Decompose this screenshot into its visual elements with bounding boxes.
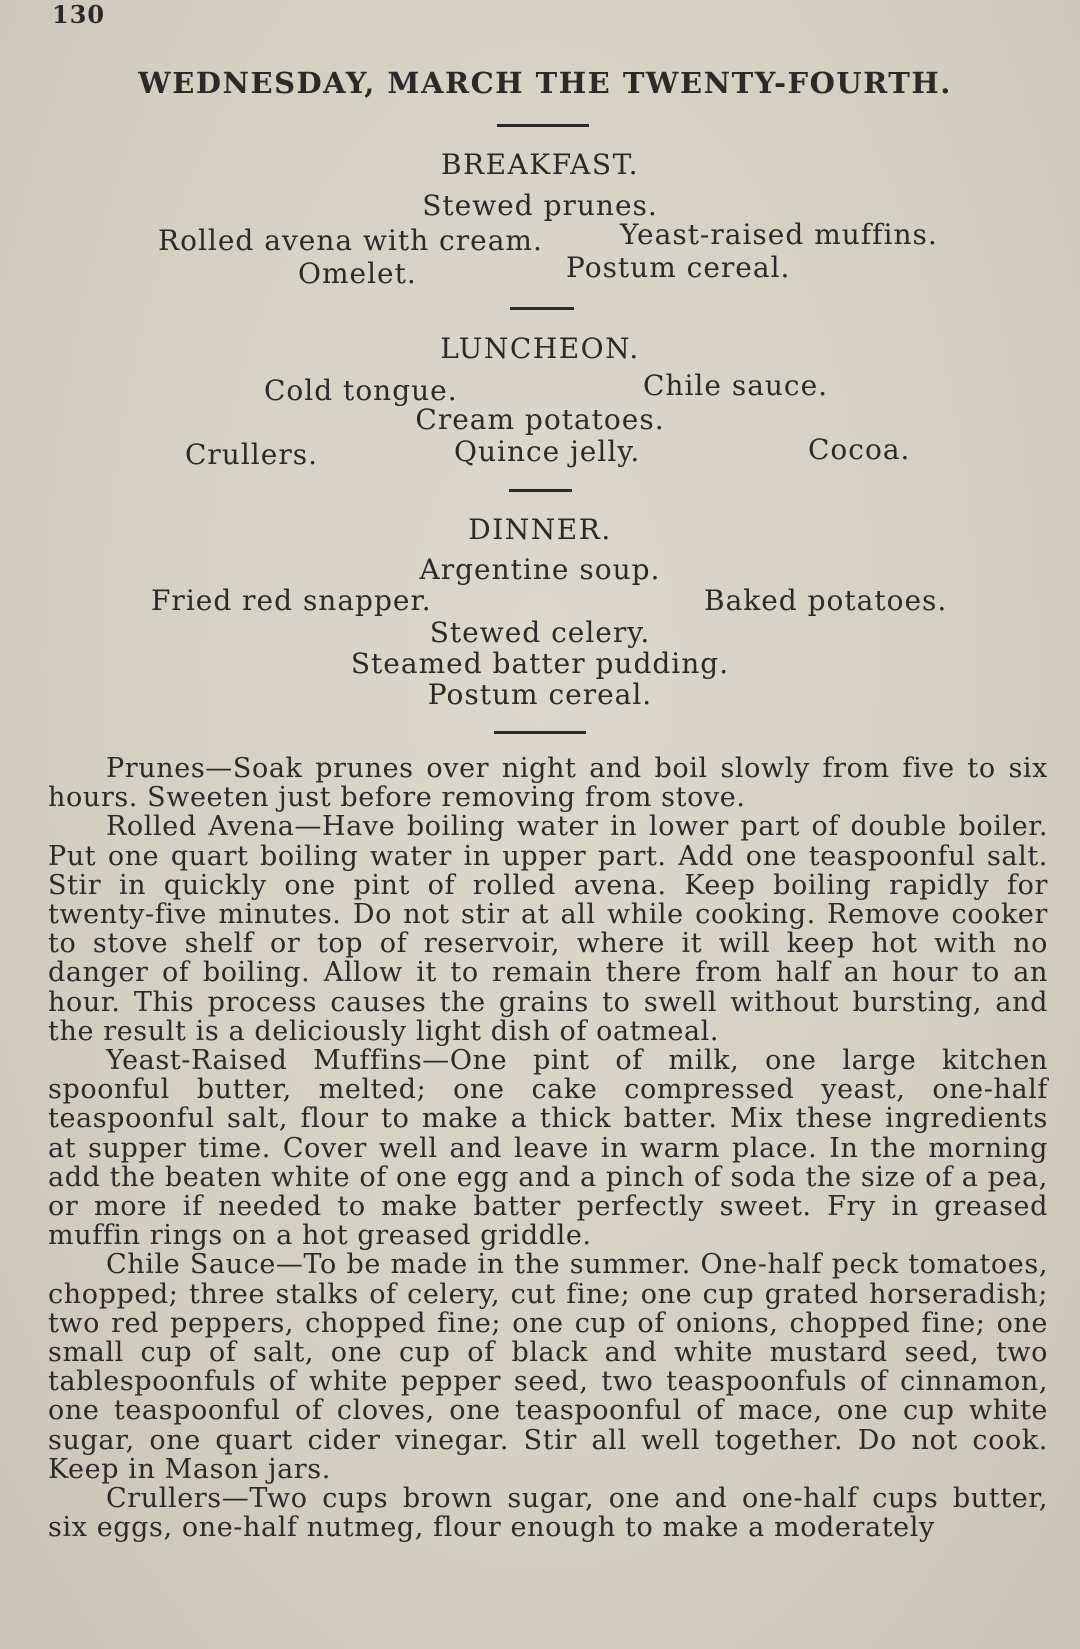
luncheon-item: Cocoa. xyxy=(808,433,911,466)
dinner-item: Steamed batter pudding. xyxy=(350,647,730,680)
recipe-prunes: Prunes—Soak prunes over night and boil slowly from five to six hours. Sweeten just before removing from stove. xyxy=(48,753,1048,814)
date-heading: WEDNESDAY, MARCH THE TWENTY-FOURTH. xyxy=(138,66,952,100)
page-number: 130 xyxy=(52,0,106,29)
recipe-chile-sauce: Chile Sauce—To be made in the summer. One-half peck tomatoes, chopped; three stalks of celery, cut fine; one cup grated horseradish; two red peppers, chopped fine; one cup of onions, chopped fine; one small cup of salt, one cup of black and white mustard seed, two tablespoonfuls of white pepper seed, two teaspoonfuls of cinnamon, one teaspoonful of cloves, one teaspoonful of mace, one cup white sugar, one quart cider vinegar. Stir all well together. Do not cook. Keep in Mason jars. xyxy=(48,1249,1048,1485)
breakfast-item: Stewed prunes. xyxy=(422,189,658,222)
dinner-item: Fried red snapper. xyxy=(151,584,432,617)
recipe-crullers: Crullers—Two cups brown sugar, one and one-half cups butter, six eggs, one-half nutmeg, flour enough to make a moderately xyxy=(48,1483,1048,1544)
luncheon-item: Cream potatoes. xyxy=(415,403,665,436)
divider-rule xyxy=(497,124,589,127)
divider-rule xyxy=(509,489,572,492)
luncheon-item: Crullers. xyxy=(185,438,318,471)
breakfast-title: BREAKFAST. xyxy=(440,148,640,181)
luncheon-title: LUNCHEON. xyxy=(440,332,640,365)
breakfast-item: Omelet. xyxy=(298,257,417,290)
luncheon-item: Quince jelly. xyxy=(454,435,641,468)
recipe-muffins: Yeast-Raised Muffins—One pint of milk, one large kitchen spoonful butter, melted; one cake compressed yeast, one-half teaspoonful salt, flour to make a thick batter. Mix these ingredients at supper time. Cover well and leave in warm place. In the morning add the beaten white of one egg and a pinch of soda the size of a pea, or more if needed to make batter perfectly sweet. Fry in greased muffin rings on a hot greased griddle. xyxy=(48,1045,1048,1252)
breakfast-item: Yeast-raised muffins. xyxy=(620,218,938,251)
divider-rule xyxy=(510,307,574,310)
recipe-rolled-avena: Rolled Avena—Have boiling water in lower part of double boiler. Put one quart boiling water in upper part. Add one teaspoonful salt. Stir in quickly one pint of rolled avena. Keep boiling rapidly for twenty-five minutes. Do not stir at all while cooking. Remove cooker to stove shelf or top of reservoir, where it will keep hot with no danger of boiling. Allow it to remain there from half an hour to an hour. This process causes the grains to swell without bursting, and the result is a deliciously light dish of oatmeal. xyxy=(48,811,1048,1047)
dinner-item: Baked potatoes. xyxy=(704,584,948,617)
dinner-item: Argentine soup. xyxy=(419,553,661,586)
dinner-item: Postum cereal. xyxy=(427,678,653,711)
luncheon-item: Chile sauce. xyxy=(643,369,829,402)
breakfast-item: Postum cereal. xyxy=(566,251,791,284)
recipe-text xyxy=(48,754,1048,1542)
dinner-item: Stewed celery. xyxy=(429,616,651,649)
divider-rule xyxy=(494,731,586,734)
breakfast-item: Rolled avena with cream. xyxy=(158,224,543,257)
luncheon-item: Cold tongue. xyxy=(264,374,458,407)
dinner-title: DINNER. xyxy=(468,513,612,546)
